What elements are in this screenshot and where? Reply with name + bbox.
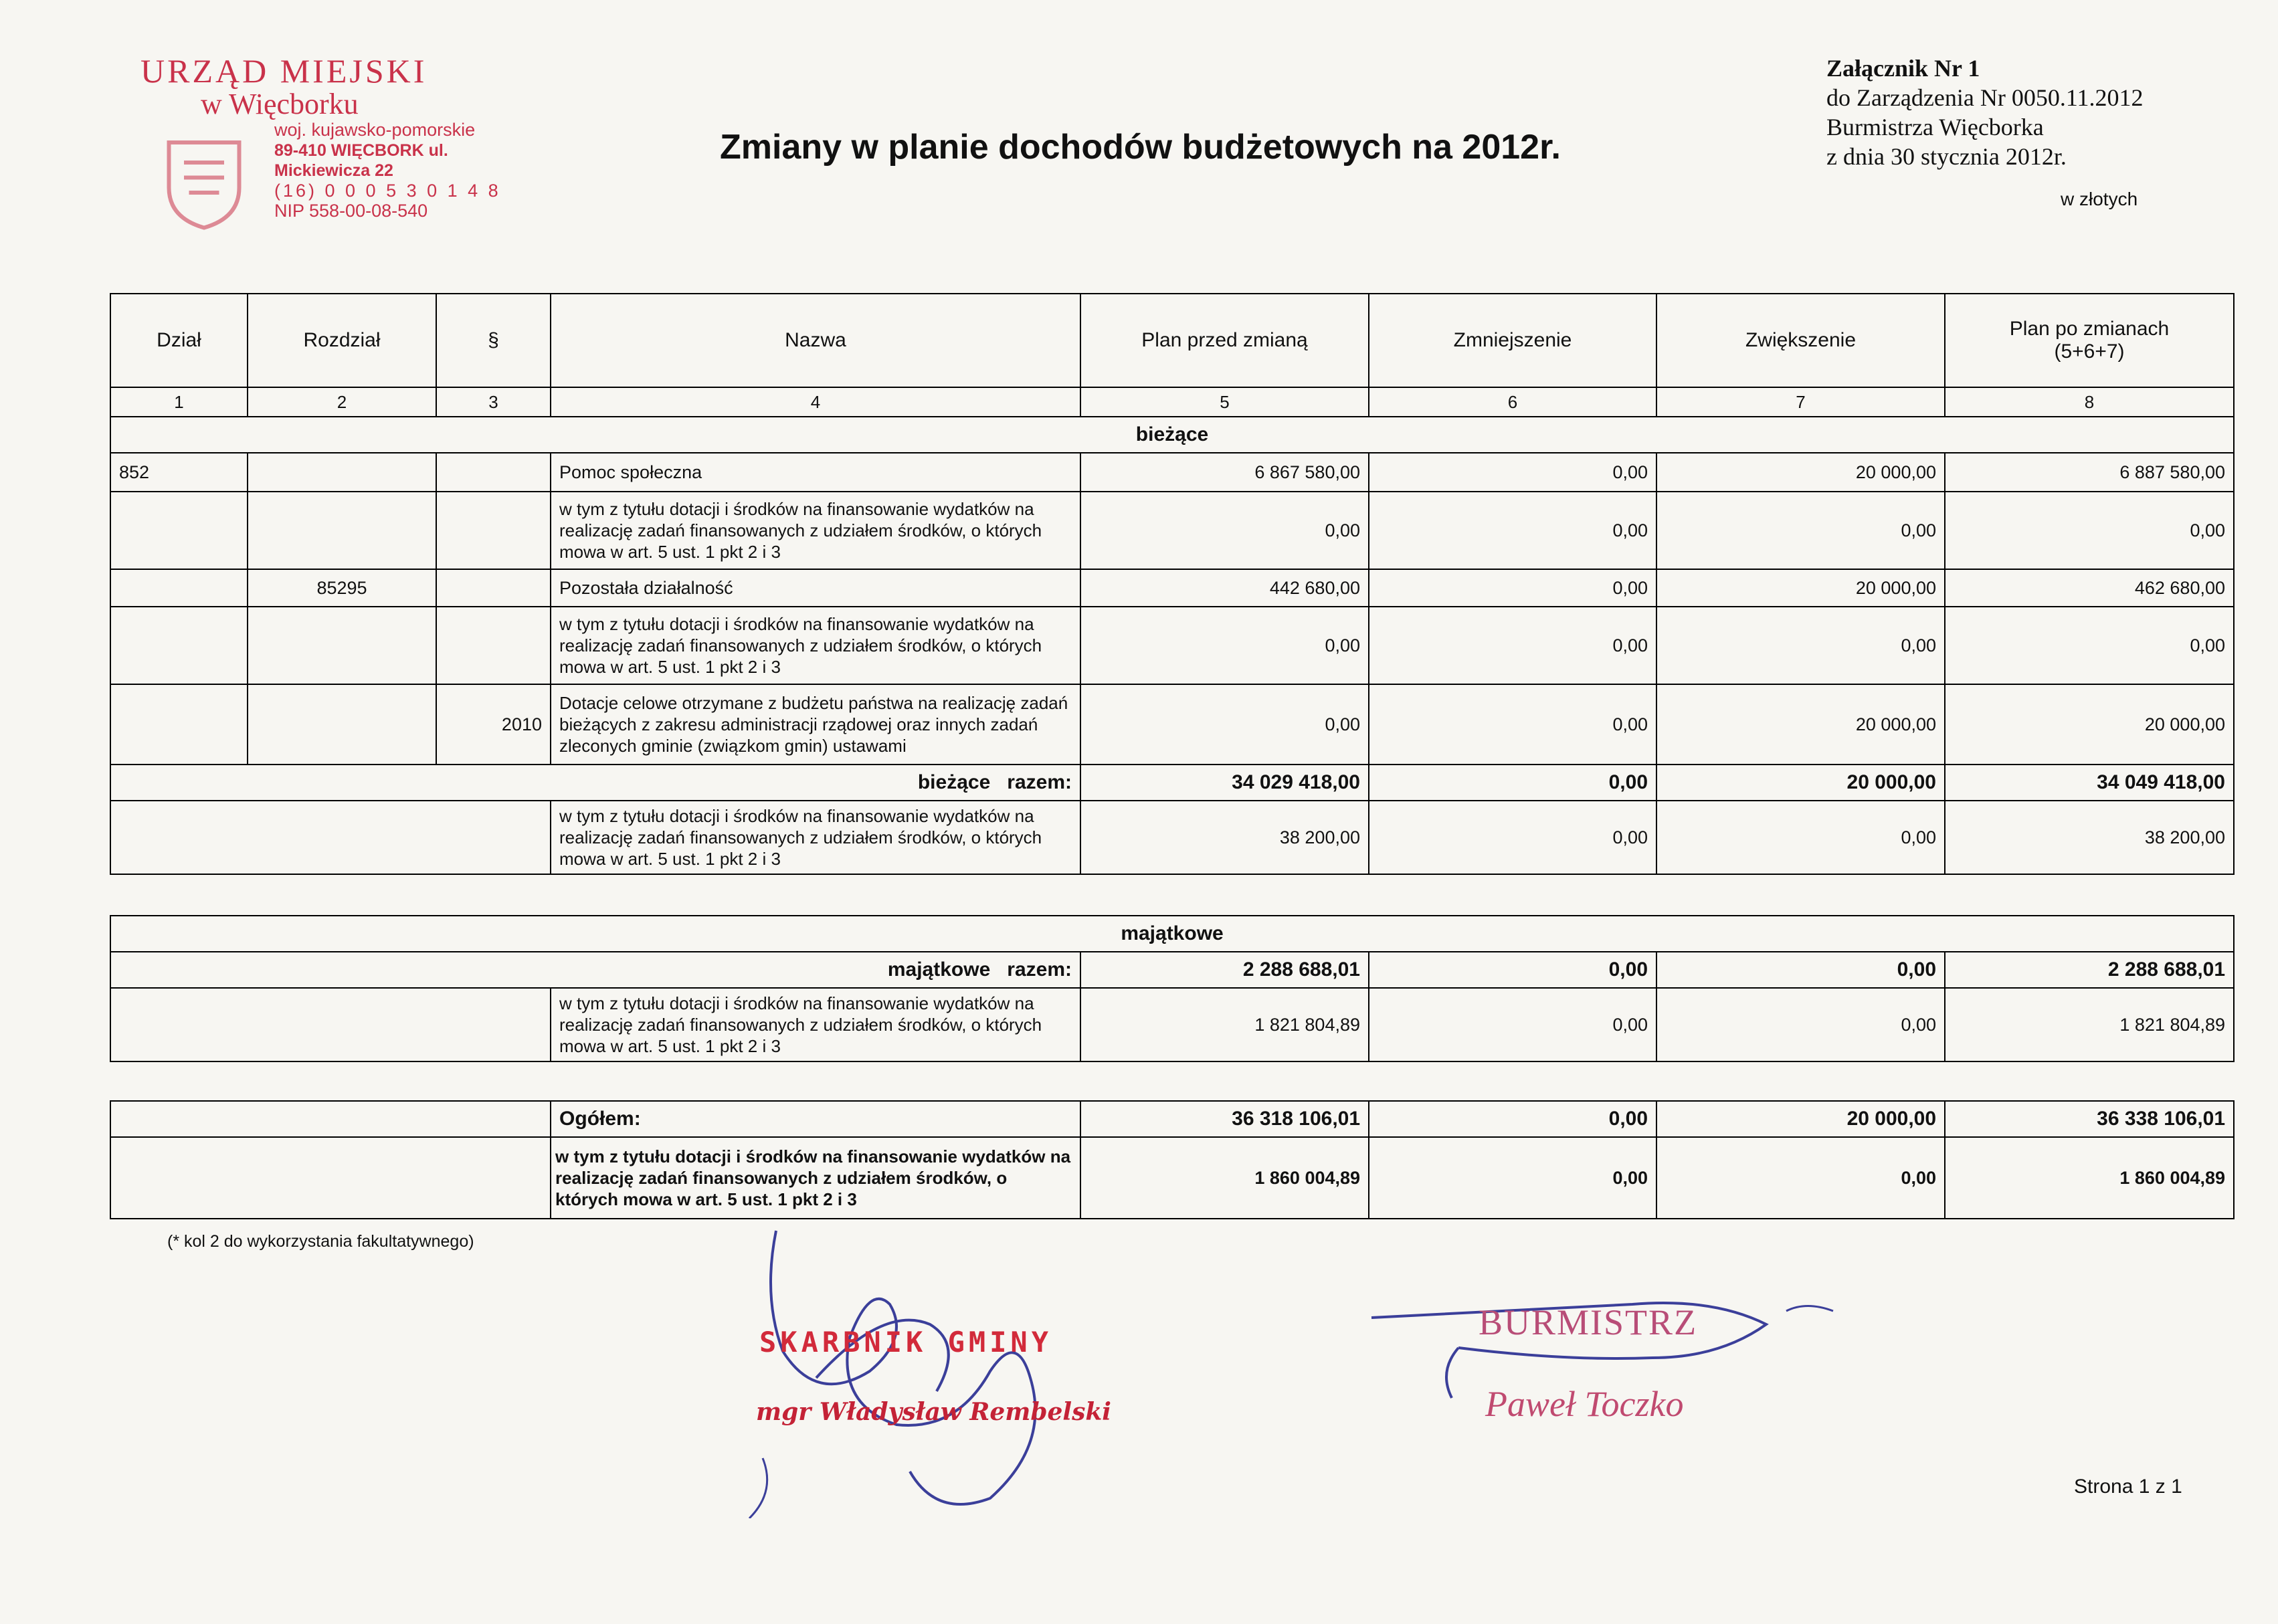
cell-zmniejszenie: 0,00 <box>1369 988 1656 1061</box>
cell-paragraf: 2010 <box>436 684 551 765</box>
colnum: 8 <box>1945 387 2234 417</box>
cell-dzial <box>110 684 248 765</box>
colnum: 2 <box>248 387 436 417</box>
cell-zmniejszenie: 0,00 <box>1369 1137 1656 1219</box>
cell-zmniejszenie: 0,00 <box>1369 801 1656 874</box>
cell-zmniejszenie: 0,00 <box>1369 684 1656 765</box>
cell-zmniejszenie: 0,00 <box>1369 765 1656 801</box>
cell-empty <box>110 988 551 1061</box>
cell-plan-po: 0,00 <box>1945 607 2234 684</box>
subtotal-label-razem: razem: <box>1007 958 1072 981</box>
table-row <box>110 988 2234 1061</box>
annex-ordinance: do Zarządzenia Nr 0050.11.2012 <box>1826 84 2144 111</box>
annex-date: z dnia 30 stycznia 2012r. <box>1826 143 2067 170</box>
footnote: (* kol 2 do wykorzystania fakultatywnego) <box>167 1232 474 1251</box>
cell-rozdzial: 85295 <box>248 569 436 607</box>
cell-zmniejszenie: 0,00 <box>1369 1101 1656 1137</box>
cell-nazwa: w tym z tytułu dotacji i środków na finansowanie wydatków na realizację zadań finansowanych z udziałem środków, o których mowa w art. 5 ust. 1 pkt 2 i 3 <box>551 492 1080 569</box>
cell-nazwa: Dotacje celowe otrzymane z budżetu państwa na realizację zadań bieżących z zakresu administracji rządowej oraz innych zadań zleconych gminie (związkom gmin) ustawami <box>551 684 1080 765</box>
budget-table-property <box>110 915 2235 1062</box>
table-row <box>110 453 2234 492</box>
cell-zwiekszenie: 20 000,00 <box>1656 569 1945 607</box>
cell-plan-po: 1 821 804,89 <box>1945 988 2234 1061</box>
subtotal-label-section: majątkowe <box>887 958 991 981</box>
cell-empty <box>110 1137 551 1219</box>
cell-paragraf <box>436 569 551 607</box>
cell-plan-po: 6 887 580,00 <box>1945 453 2234 492</box>
cell-zmniejszenie: 0,00 <box>1369 952 1656 988</box>
header-plan-po <box>1945 294 2234 387</box>
colnum: 5 <box>1080 387 1369 417</box>
subtotal-label <box>110 765 1080 801</box>
section-label-current: bieżące <box>110 417 2234 453</box>
coat-of-arms-icon <box>154 132 254 233</box>
table-row <box>110 801 2234 874</box>
office-stamp <box>140 52 515 221</box>
header-plan-po-formula: (5+6+7) <box>2054 340 2125 363</box>
cell-zmniejszenie: 0,00 <box>1369 569 1656 607</box>
cell-nazwa: w tym z tytułu dotacji i środków na finansowanie wydatków na realizację zadań finansowanych z udziałem środków, o których mowa w art. 5 ust. 1 pkt 2 i 3 <box>551 988 1080 1061</box>
table-row <box>110 684 2234 765</box>
stamp-line: URZĄD MIEJSKI <box>140 52 428 90</box>
grand-total-label: Ogółem: <box>551 1101 1080 1137</box>
stamp-line: w Więcborku <box>201 88 359 120</box>
cell-plan-po: 34 049 418,00 <box>1945 765 2234 801</box>
cell-plan: 0,00 <box>1080 492 1369 569</box>
cell-plan: 0,00 <box>1080 684 1369 765</box>
header-plan-po-label: Plan po zmianach <box>2009 318 2170 340</box>
annex-issuer: Burmistrza Więcborka <box>1826 114 2044 140</box>
signature-title-treasurer: SKARBNIK GMINY <box>759 1326 1053 1358</box>
stamp-line: 89-410 WIĘCBORK ul. Mickiewicza 22 <box>274 141 448 180</box>
header-zwiekszenie: Zwiększenie <box>1656 294 1945 387</box>
cell-paragraf <box>436 492 551 569</box>
table-row <box>110 569 2234 607</box>
cell-zwiekszenie: 20 000,00 <box>1656 453 1945 492</box>
cell-zwiekszenie: 0,00 <box>1656 492 1945 569</box>
cell-zwiekszenie: 0,00 <box>1656 607 1945 684</box>
cell-plan: 2 288 688,01 <box>1080 952 1369 988</box>
cell-plan-po: 20 000,00 <box>1945 684 2234 765</box>
cell-plan: 1 860 004,89 <box>1080 1137 1369 1219</box>
header-rozdzial: Rozdział <box>248 294 436 387</box>
cell-zwiekszenie: 20 000,00 <box>1656 1101 1945 1137</box>
cell-dzial <box>110 569 248 607</box>
cell-nazwa: w tym z tytułu dotacji i środków na finansowanie wydatków na realizację zadań finansowanych z udziałem środków, o których mowa w art. 5 ust. 1 pkt 2 i 3 <box>551 1137 1080 1219</box>
cell-nazwa: w tym z tytułu dotacji i środków na finansowanie wydatków na realizację zadań finansowanych z udziałem środków, o których mowa w art. 5 ust. 1 pkt 2 i 3 <box>551 801 1080 874</box>
cell-rozdzial <box>248 453 436 492</box>
cell-plan: 38 200,00 <box>1080 801 1369 874</box>
cell-zwiekszenie: 0,00 <box>1656 952 1945 988</box>
cell-plan-po: 2 288 688,01 <box>1945 952 2234 988</box>
cell-rozdzial <box>248 684 436 765</box>
cell-nazwa: w tym z tytułu dotacji i środków na finansowanie wydatków na realizację zadań finansowanych z udziałem środków, o których mowa w art. 5 ust. 1 pkt 2 i 3 <box>551 607 1080 684</box>
subtotal-label <box>110 952 1080 988</box>
colnum: 1 <box>110 387 248 417</box>
cell-empty <box>110 801 551 874</box>
subtotal-row-current <box>110 765 2234 801</box>
header-paragraf: § <box>436 294 551 387</box>
header-nazwa: Nazwa <box>551 294 1080 387</box>
colnum: 7 <box>1656 387 1945 417</box>
cell-plan: 6 867 580,00 <box>1080 453 1369 492</box>
cell-rozdzial <box>248 607 436 684</box>
cell-zmniejszenie: 0,00 <box>1369 607 1656 684</box>
cell-plan: 34 029 418,00 <box>1080 765 1369 801</box>
colnum: 6 <box>1369 387 1656 417</box>
cell-zmniejszenie: 0,00 <box>1369 492 1656 569</box>
cell-paragraf <box>436 453 551 492</box>
cell-plan-po: 36 338 106,01 <box>1945 1101 2234 1137</box>
budget-table-current <box>110 293 2235 875</box>
cell-plan-po: 1 860 004,89 <box>1945 1137 2234 1219</box>
cell-zwiekszenie: 0,00 <box>1656 988 1945 1061</box>
cell-nazwa: Pozostała działalność <box>551 569 1080 607</box>
colnum: 4 <box>551 387 1080 417</box>
cell-nazwa: Pomoc społeczna <box>551 453 1080 492</box>
cell-plan-po: 462 680,00 <box>1945 569 2234 607</box>
handwritten-signature-left <box>736 1204 1204 1518</box>
cell-zwiekszenie: 20 000,00 <box>1656 684 1945 765</box>
signature-name-treasurer: mgr Władysław Rembelski <box>756 1398 1111 1426</box>
document-title: Zmiany w planie dochodów budżetowych na 2012r. <box>720 128 1561 167</box>
page-number: Strona 1 z 1 <box>2074 1476 2182 1498</box>
column-number-row <box>110 387 2234 417</box>
cell-plan-po: 38 200,00 <box>1945 801 2234 874</box>
cell-dzial: 852 <box>110 453 248 492</box>
cell-rozdzial <box>248 492 436 569</box>
cell-empty <box>110 1101 551 1137</box>
subtotal-label-section: bieżące <box>917 771 991 793</box>
unit-label: w złotych <box>2061 189 2138 209</box>
subtotal-label-razem: razem: <box>1007 771 1072 793</box>
cell-dzial <box>110 492 248 569</box>
header-plan-przed: Plan przed zmianą <box>1080 294 1369 387</box>
header-zmniejszenie: Zmniejszenie <box>1369 294 1656 387</box>
signature-title-mayor: BURMISTRZ <box>1479 1302 1698 1342</box>
table-row <box>110 607 2234 684</box>
section-label-property: majątkowe <box>110 916 2234 952</box>
cell-plan: 442 680,00 <box>1080 569 1369 607</box>
cell-paragraf <box>436 607 551 684</box>
annex-number: Załącznik Nr 1 <box>1826 55 1980 82</box>
grand-total-row <box>110 1101 2234 1137</box>
stamp-line: NIP 558-00-08-540 <box>274 201 428 221</box>
cell-plan-po: 0,00 <box>1945 492 2234 569</box>
cell-zmniejszenie: 0,00 <box>1369 453 1656 492</box>
annex-header <box>1826 54 2144 171</box>
stamp-line: woj. kujawsko-pomorskie <box>274 120 476 140</box>
cell-plan: 1 821 804,89 <box>1080 988 1369 1061</box>
cell-plan: 36 318 106,01 <box>1080 1101 1369 1137</box>
cell-zwiekszenie: 20 000,00 <box>1656 765 1945 801</box>
cell-zwiekszenie: 0,00 <box>1656 1137 1945 1219</box>
table-row <box>110 492 2234 569</box>
cell-plan: 0,00 <box>1080 607 1369 684</box>
colnum: 3 <box>436 387 551 417</box>
header-dzial: Dział <box>110 294 248 387</box>
cell-dzial <box>110 607 248 684</box>
cell-zwiekszenie: 0,00 <box>1656 801 1945 874</box>
budget-table-total <box>110 1100 2235 1219</box>
signature-name-mayor: Paweł Toczko <box>1485 1384 1684 1424</box>
subtotal-row-property <box>110 952 2234 988</box>
stamp-line: (16) 0 0 0 5 3 0 1 4 8 <box>274 181 501 201</box>
